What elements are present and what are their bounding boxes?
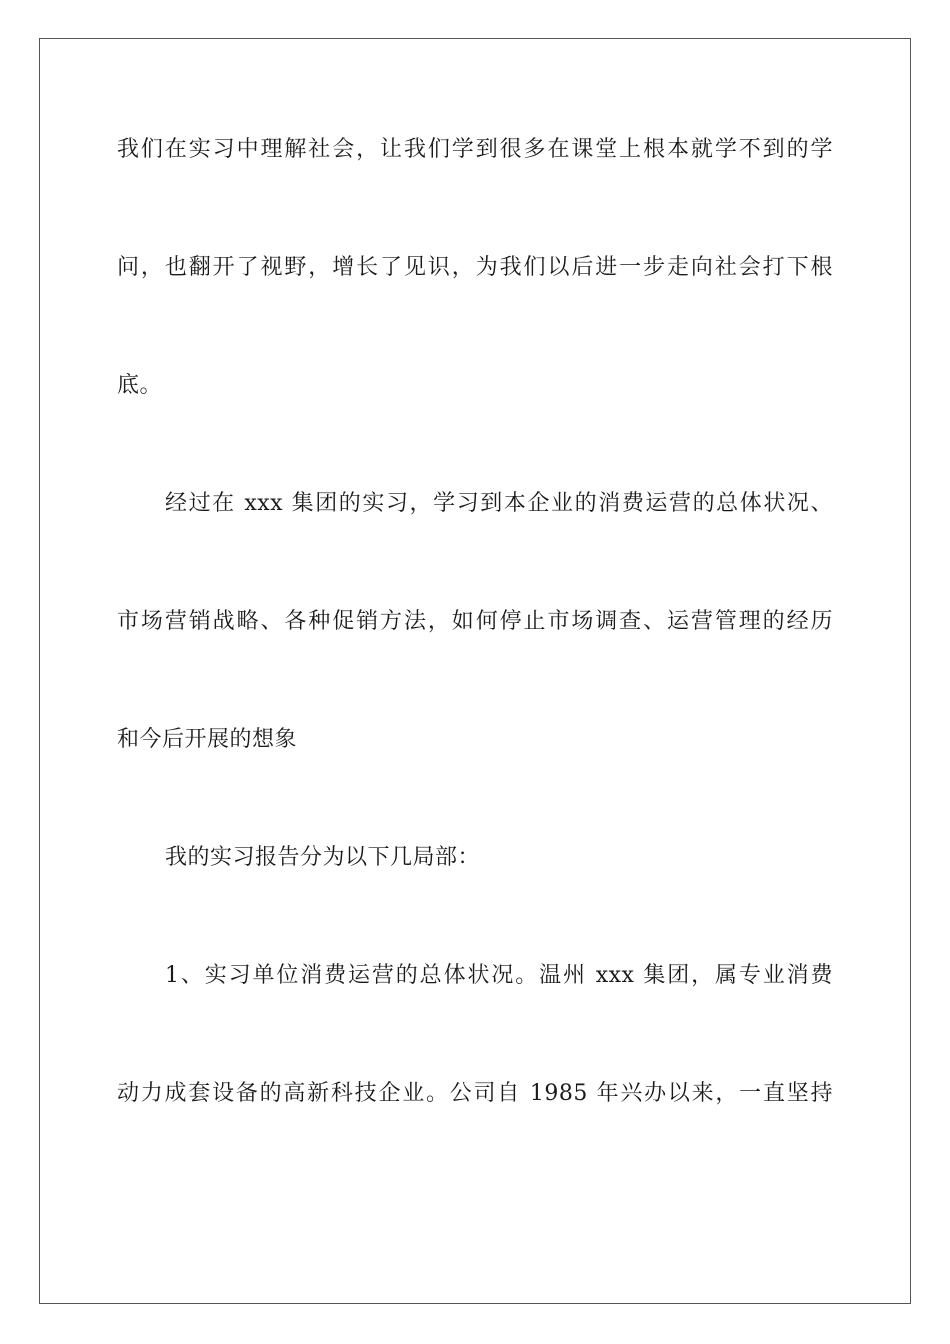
paragraph-2-line-2: 市场营销战略、各种促销方法，如何停止市场调查、运营管理的经历	[117, 609, 833, 634]
paragraph-2-line-1: 经过在 xxx 集团的实习，学习到本企业的消费运营的总体状况、	[165, 491, 833, 516]
paragraph-3-line-1: 我的实习报告分为以下几局部：	[165, 845, 481, 870]
paragraph-4-line-2: 动力成套设备的高新科技企业。公司自 1985 年兴办以来，一直坚持	[117, 1081, 833, 1106]
paragraph-1-line-3: 底。	[117, 373, 163, 398]
paragraph-1-line-2: 问，也翻开了视野，增长了见识，为我们以后进一步走向社会打下根	[117, 255, 833, 280]
document-body	[117, 128, 833, 1190]
paragraph-1-line-1: 我们在实习中理解社会，让我们学到很多在课堂上根本就学不到的学	[117, 137, 833, 162]
paragraph-4-line-1: 1、实习单位消费运营的总体状况。温州 xxx 集团，属专业消费	[165, 963, 833, 988]
paragraph-2-line-3: 和今后开展的想象	[117, 727, 298, 752]
